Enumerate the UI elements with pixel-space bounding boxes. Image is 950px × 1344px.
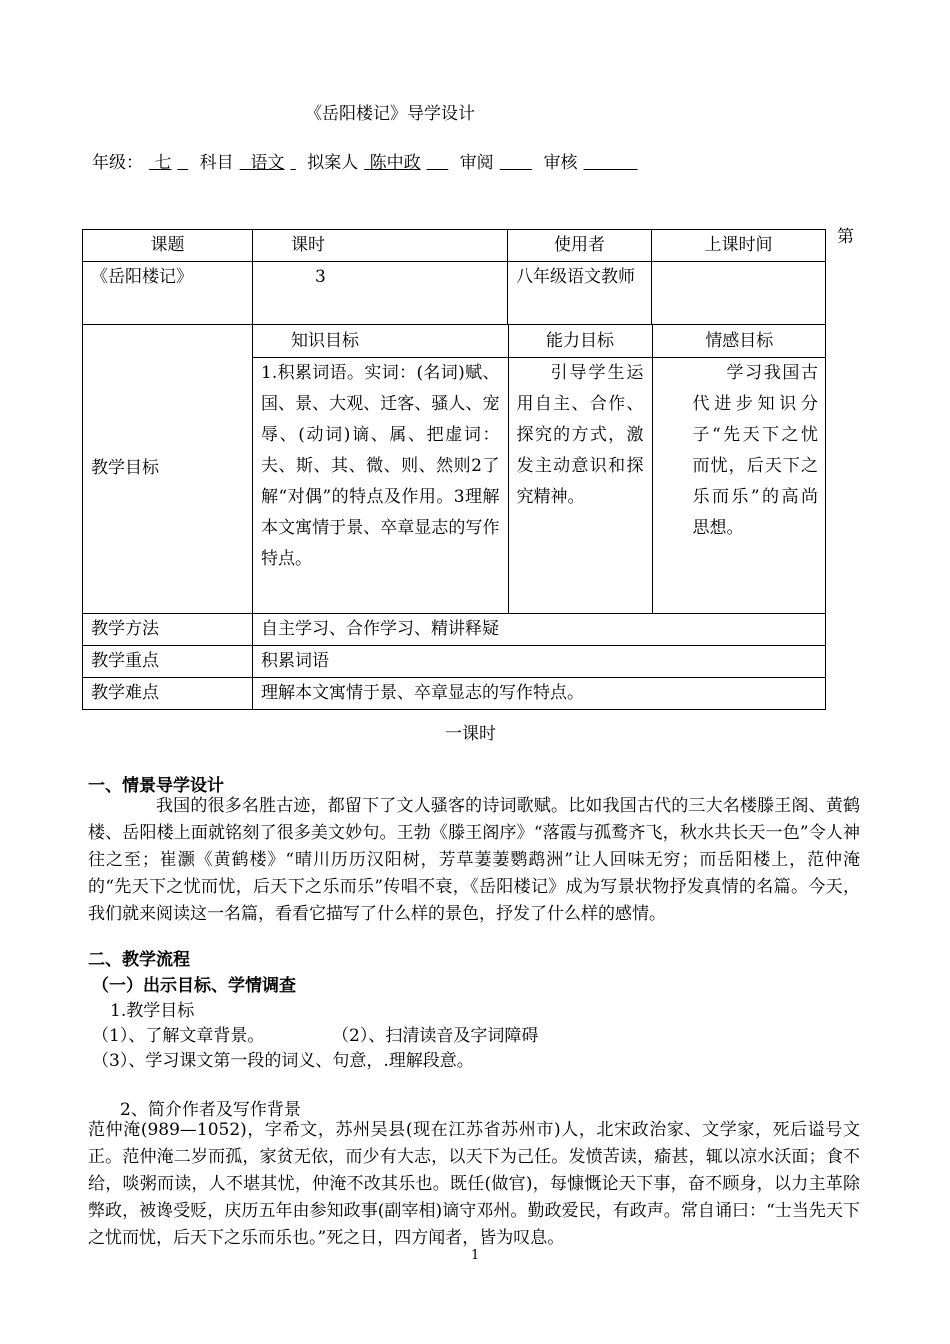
margin-char: 第 — [837, 227, 854, 247]
key-value: 积累词语 — [253, 645, 826, 677]
sub1-title: （一）出示目标、学情调查 — [92, 976, 296, 996]
header-topic: 课题 — [83, 230, 253, 262]
time-value — [652, 262, 826, 325]
goal-header-ability: 能力目标 — [508, 325, 652, 358]
check-blank — [584, 153, 638, 173]
key-label: 教学重点 — [83, 645, 253, 677]
section1-text: 我国的很多名胜古迹，都留下了文人骚客的诗词歌赋。比如我国古代的三大名楼滕王阁、黄鹤楼、岳阳楼上面就铭刻了很多美文妙句。王勃《滕王阁序》“落霞与孤鹜齐飞，秋水共长天一色”令人神往之至；崔灏《黄鹤楼》“晴川历历汉阳树，芳草萋萋鹦鹉洲”让人回味无穷；而岳阳楼上，范仲淹的“先天下之忧而忧，后天下之乐而乐”传唱不衰，《岳阳楼记》成为写景状物抒发真情的名篇。今天，我们就来阅读这一名篇，看看它描写了什么样的景色，抒发了什么样的感情。 — [88, 796, 860, 924]
grade-label: 年级： — [92, 153, 143, 173]
review-blank — [500, 153, 532, 173]
author-text: 范仲淹(989—1052)，字希文，苏州吴县(现在江苏省苏州市)人，北宋政治家、文学家，死后谥号文正。范仲淹二岁而孤，家贫无依，而少有大志，以天下为己任。发愤苦读，瘉甚，辄以凉水沃面；食不给，啖粥而读，人不堪其忧，仲淹不改其乐也。既任(做官)，每慷慨论天下事，奋不顾身，以力主革除弊政，被谗受贬，庆历五年由参知政事(副宰相)谪守邓州。勤政爱民，有政声。常自诵曰：“士当先天下之忧而忧，后天下之乐而乐也。”死之日，四方闻者，皆为叹息。 — [88, 1120, 860, 1248]
goal-3: （3）、学习课文第一段的词义、句意，.理解段意。 — [92, 1051, 474, 1071]
author-value: 陈中政 — [369, 153, 421, 173]
emotion-goal-text: 学习我国古代进步知识分子“先天下之忧而忧，后天下之乐而乐”的高尚思想。 — [692, 363, 818, 538]
knowledge-goal-text: 1.积累词语。实词：(名词)赋、国、景、大观、迁客、骚人、宠辱、(动词)谪、属、把虚词：夫、斯、其、微、则、然则2了解“对偶”的特点及作用。3理解本文寓情于景、卒章显志的写作特点。 — [253, 358, 508, 613]
goal-header-emotion: 情感目标 — [652, 325, 826, 358]
goal-1: （1）、了解文章背景。 — [92, 1026, 265, 1046]
lesson-plan-table — [82, 229, 826, 710]
check-label: 审核 — [543, 153, 578, 173]
goals-cell — [253, 325, 826, 614]
document-meta — [92, 148, 644, 173]
method-label: 教学方法 — [83, 613, 253, 645]
ability-goal-text: 引导学生运用自主、合作、探究的方式，激发主动意识和探究精神。 — [508, 358, 652, 613]
author-label: 拟案人 — [307, 153, 359, 173]
subject-label: 科目 — [199, 153, 234, 173]
goal-2: （2）、扫清读音及字词障碍 — [332, 1026, 539, 1046]
section2-title: 二、教学流程 — [88, 950, 190, 970]
lesson-period: 一课时 — [445, 724, 496, 744]
difficult-label: 教学难点 — [83, 677, 253, 709]
goals-label: 教学目标 — [83, 325, 253, 614]
review-label: 审阅 — [459, 153, 494, 173]
method-value: 自主学习、合作学习、精讲释疑 — [253, 613, 826, 645]
grade-value: 七 — [154, 153, 172, 173]
goal-header-knowledge: 知识目标 — [253, 325, 508, 358]
difficult-value: 理解本文寓情于景、卒章显志的写作特点。 — [253, 677, 826, 709]
user-value: 八年级语文教师 — [508, 262, 652, 325]
header-periods: 课时 — [253, 230, 508, 262]
document-title: 《岳阳楼记》导学设计 — [305, 104, 475, 124]
header-user: 使用者 — [508, 230, 652, 262]
page-number: 1 — [471, 1248, 480, 1263]
section1-title: 一、情景导学设计 — [88, 776, 224, 796]
goal-heading: 1.教学目标 — [110, 1001, 195, 1021]
topic-value: 《岳阳楼记》 — [83, 262, 253, 325]
subject-value: 语文 — [250, 153, 285, 173]
author-heading: 2、简介作者及写作背景 — [120, 1100, 301, 1120]
header-time: 上课时间 — [652, 230, 826, 262]
periods-value: 3 — [253, 262, 508, 325]
